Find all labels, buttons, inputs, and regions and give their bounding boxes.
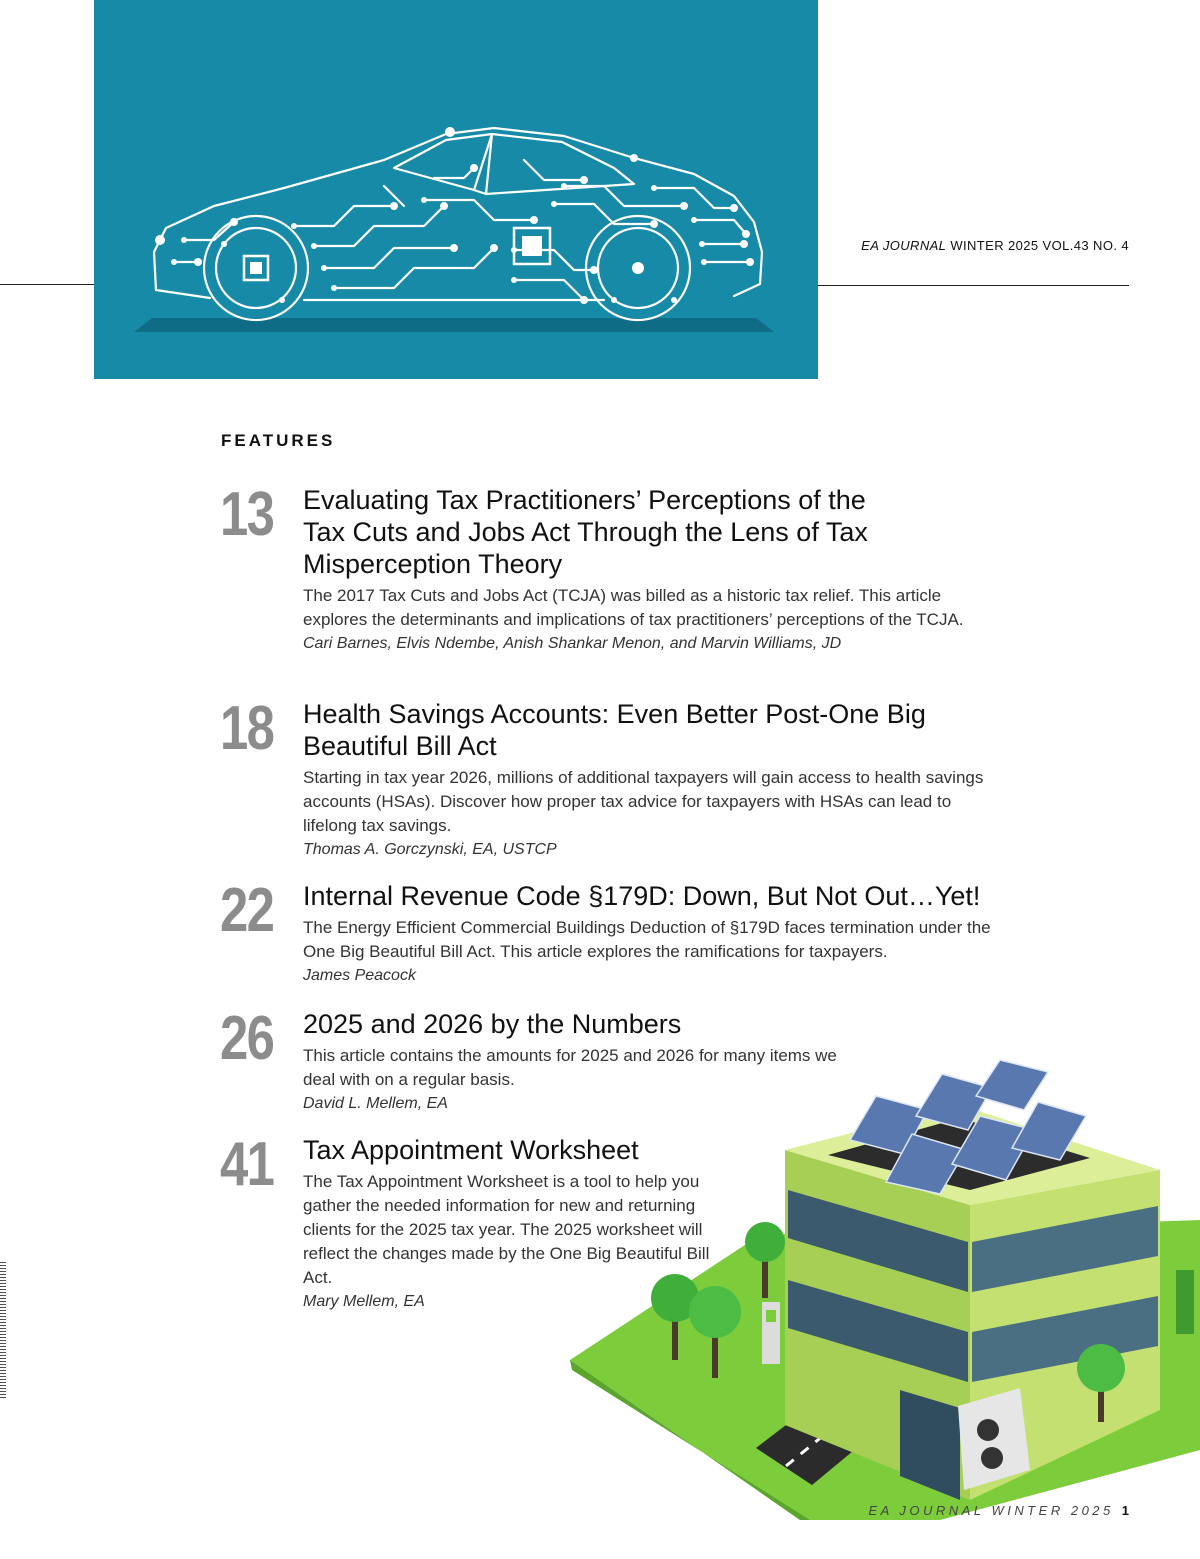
article-page-number: 13 <box>220 480 274 549</box>
article-page-number: 22 <box>220 876 274 945</box>
circuit-car-illustration <box>94 0 818 379</box>
article-description: The Energy Efficient Commercial Buildings Deduction of §179D faces termination under the One Big Beautiful Bill Act. This article explores the ramifications for taxpayers. <box>303 918 991 961</box>
article-title[interactable]: Internal Revenue Code §179D: Down, But Not Out…Yet! <box>303 881 981 911</box>
page-number: 1 <box>1121 1503 1129 1518</box>
article-title[interactable]: Tax Appointment Worksheet <box>303 1135 639 1165</box>
header-rule-left <box>0 284 94 285</box>
article-title[interactable]: Health Savings Accounts: Even Better Post-One Big Beautiful Bill Act <box>303 699 926 761</box>
article-title[interactable]: 2025 and 2026 by the Numbers <box>303 1009 682 1039</box>
article-page-number: 18 <box>220 694 274 763</box>
hero-image <box>94 0 818 379</box>
issue-info <box>861 238 1129 253</box>
article-description: Starting in tax year 2026, millions of additional taxpayers will gain access to health savings accounts (HSAs). Discover how proper tax advice for taxpayers with HSAs can lead to lifelong tax savings. <box>303 768 984 835</box>
article-page-number: 41 <box>220 1130 274 1199</box>
footer-journal: EA JOURNAL WINTER 2025 <box>868 1503 1114 1518</box>
article-author: Mary Mellem, EA <box>303 1293 425 1310</box>
article-author: Thomas A. Gorczynski, EA, USTCP <box>303 841 557 858</box>
page-footer <box>868 1503 1129 1518</box>
article-author: James Peacock <box>303 967 416 984</box>
journal-name: EA JOURNAL <box>861 238 947 253</box>
header-rule-right <box>818 285 1129 286</box>
article-description: The Tax Appointment Worksheet is a tool to help you gather the needed information for new and returning clients for the 2025 tax year. The 2025 worksheet will reflect the changes made by the One Big Beautiful Bill Act. <box>303 1172 710 1287</box>
article-page-number: 26 <box>220 1004 274 1073</box>
article-author: David L. Mellem, EA <box>303 1095 448 1112</box>
section-label: FEATURES <box>221 431 336 450</box>
issue-details: WINTER 2025 VOL.43 NO. 4 <box>950 238 1129 253</box>
article-author: Cari Barnes, Elvis Ndembe, Anish Shankar Menon, and Marvin Williams, JD <box>303 635 842 652</box>
article-description: This article contains the amounts for 2025 and 2026 for many items we deal with on a regular basis. <box>303 1046 837 1089</box>
edge-halftone <box>0 1262 6 1400</box>
article-title[interactable]: Evaluating Tax Practitioners’ Perceptions of the Tax Cuts and Jobs Act Through the Lens of Tax Misperception Theory <box>303 485 868 579</box>
article-description: The 2017 Tax Cuts and Jobs Act (TCJA) was billed as a historic tax relief. This article explores the determinants and implications of tax practitioners’ perceptions of the TCJA. <box>303 586 964 629</box>
